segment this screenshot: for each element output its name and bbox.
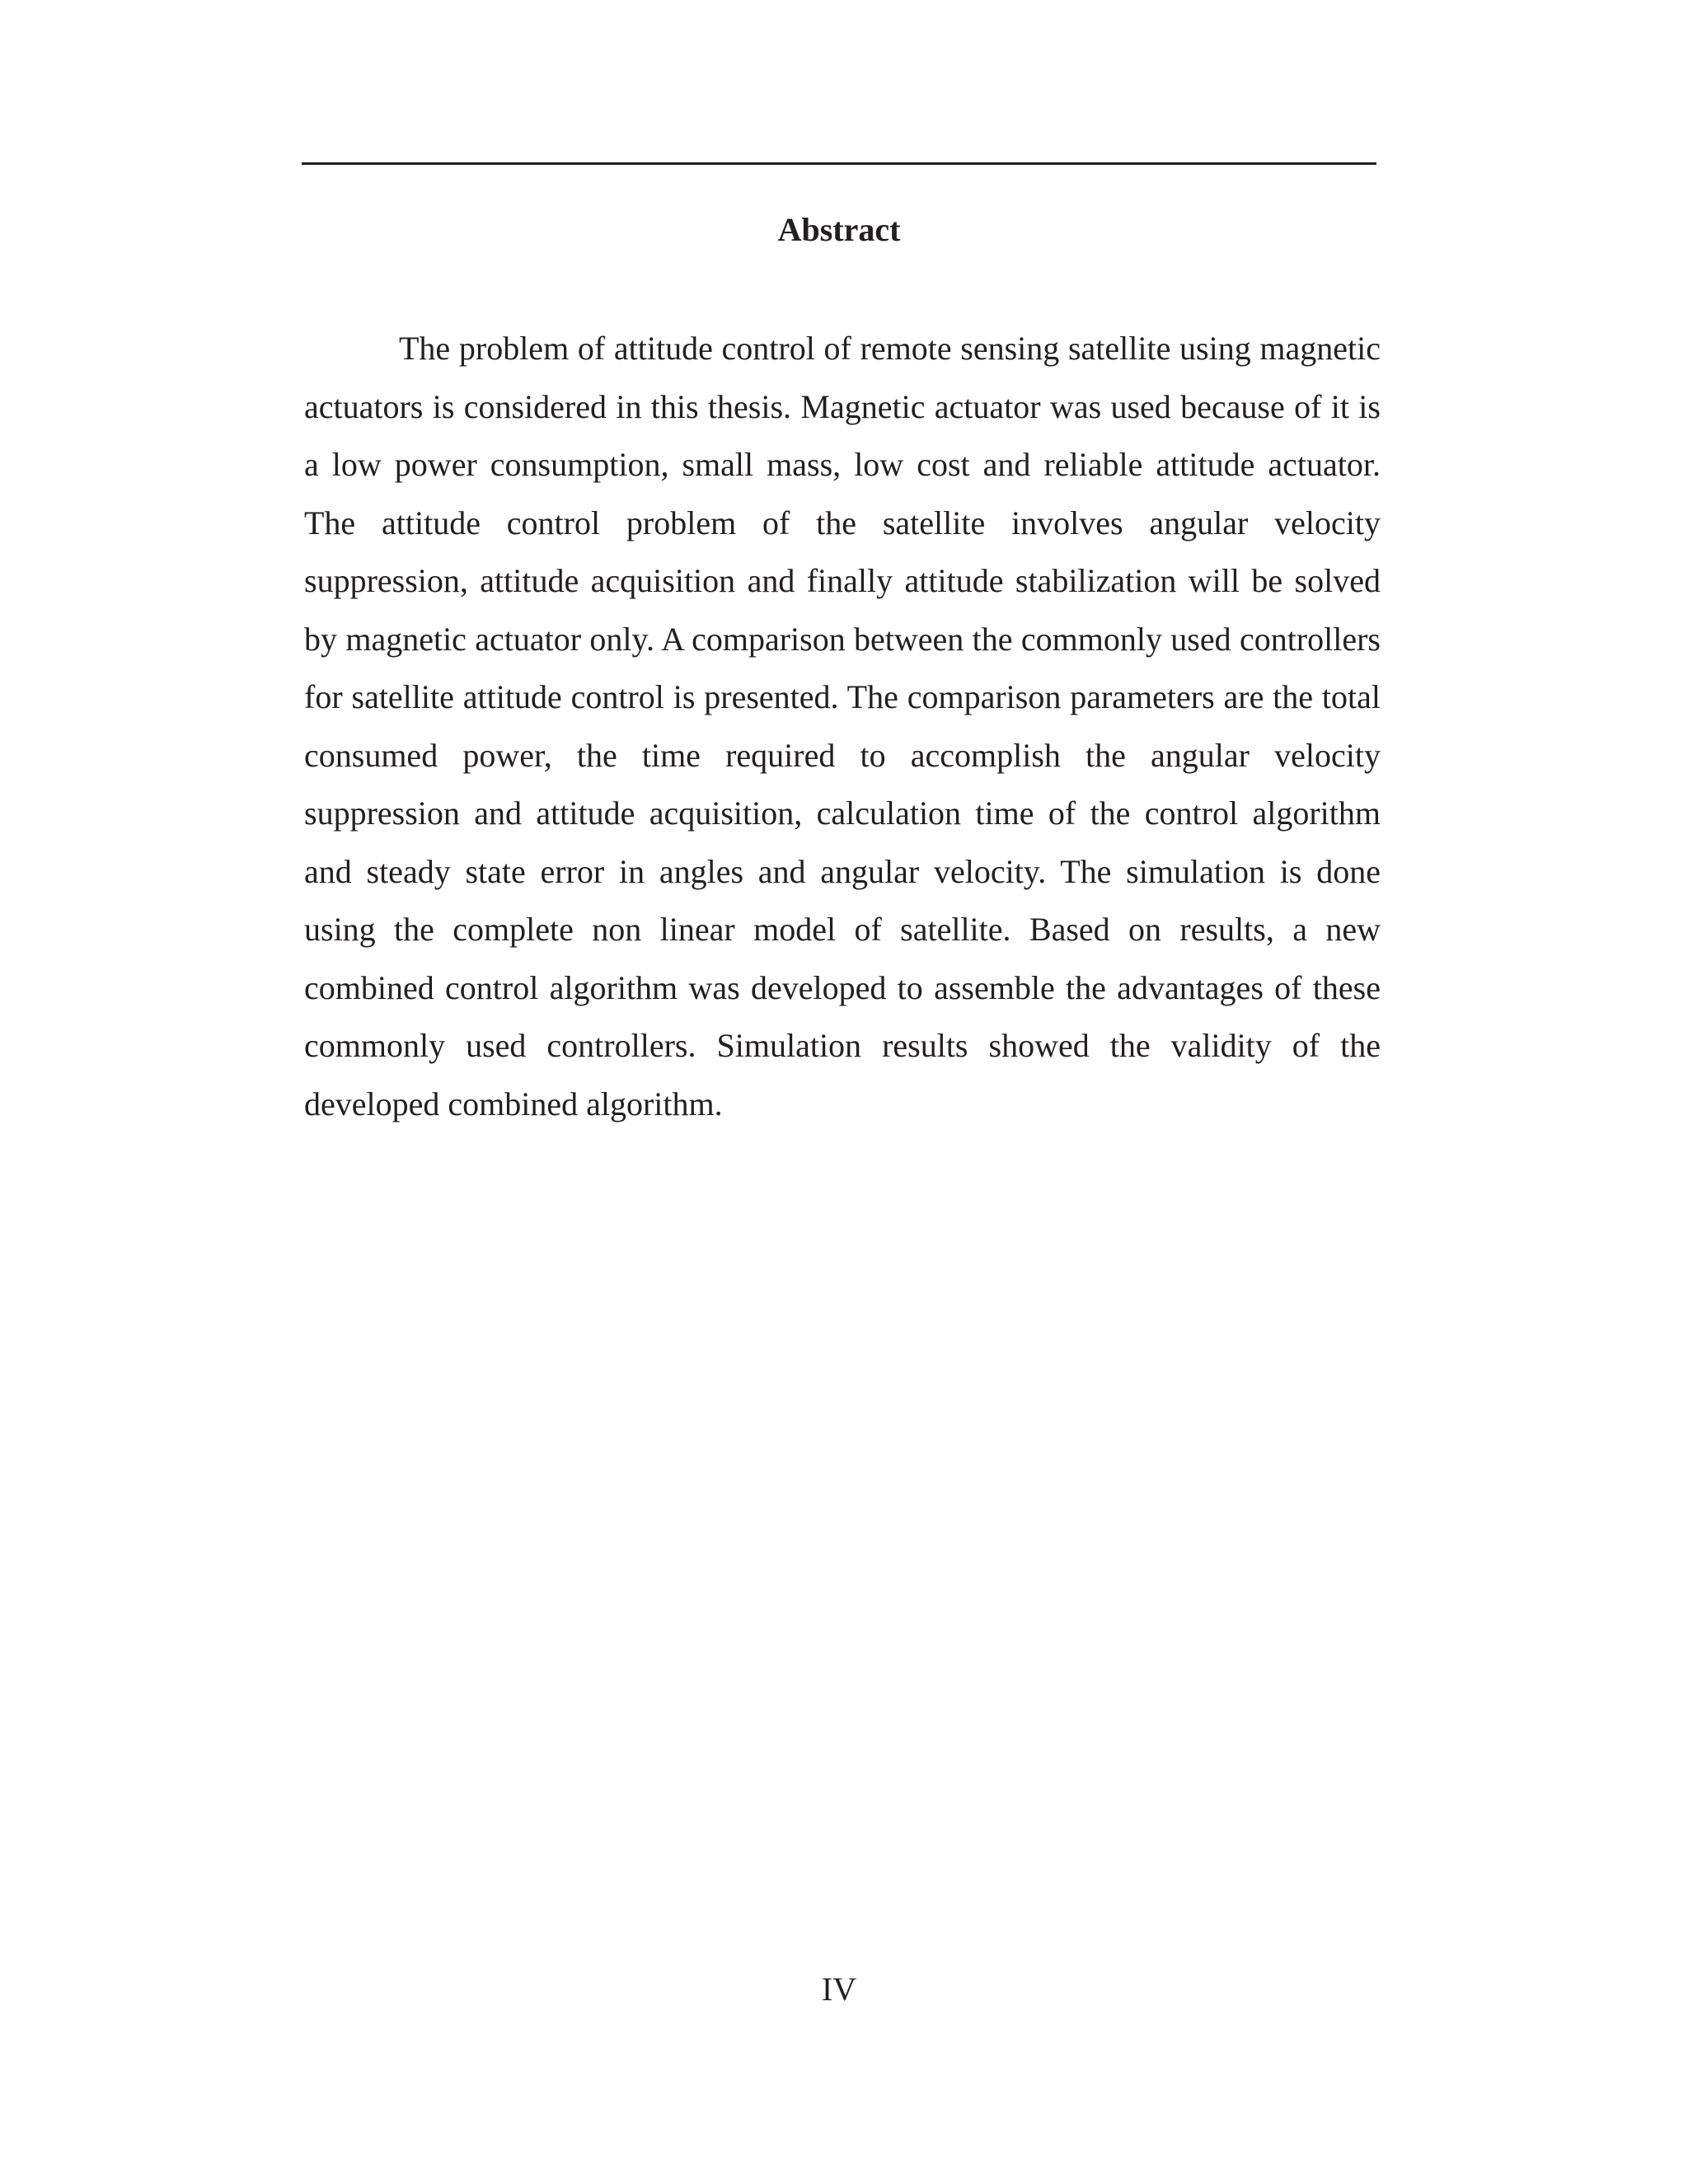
header-rule — [302, 162, 1376, 165]
abstract-paragraph: The problem of attitude control of remote sensing satellite using magnetic actuators is considered in this thesis. Magnetic actuator was used because of it is a low power consumption, small mass, low cost and reliable attitude actuator. The attitude control problem of the satellite involves angular velocity suppression, attitude acquisition and finally attitude stabilization will be solved by magnetic actuator only. A comparison between the commonly used controllers for satellite attitude control is presented. The comparison parameters are the total consumed power, the time required to accomplish the angular velocity suppression and attitude acquisition, calculation time of the control algorithm and steady state error in angles and angular velocity. The simulation is done using the complete non linear model of satellite. Based on results, a new combined control algorithm was developed to assemble the advantages of these commonly used controllers. Simulation results showed the validity of the developed combined algorithm. — [304, 330, 1381, 1122]
page-title: Abstract — [777, 211, 901, 248]
page-number: IV — [821, 1971, 857, 2008]
